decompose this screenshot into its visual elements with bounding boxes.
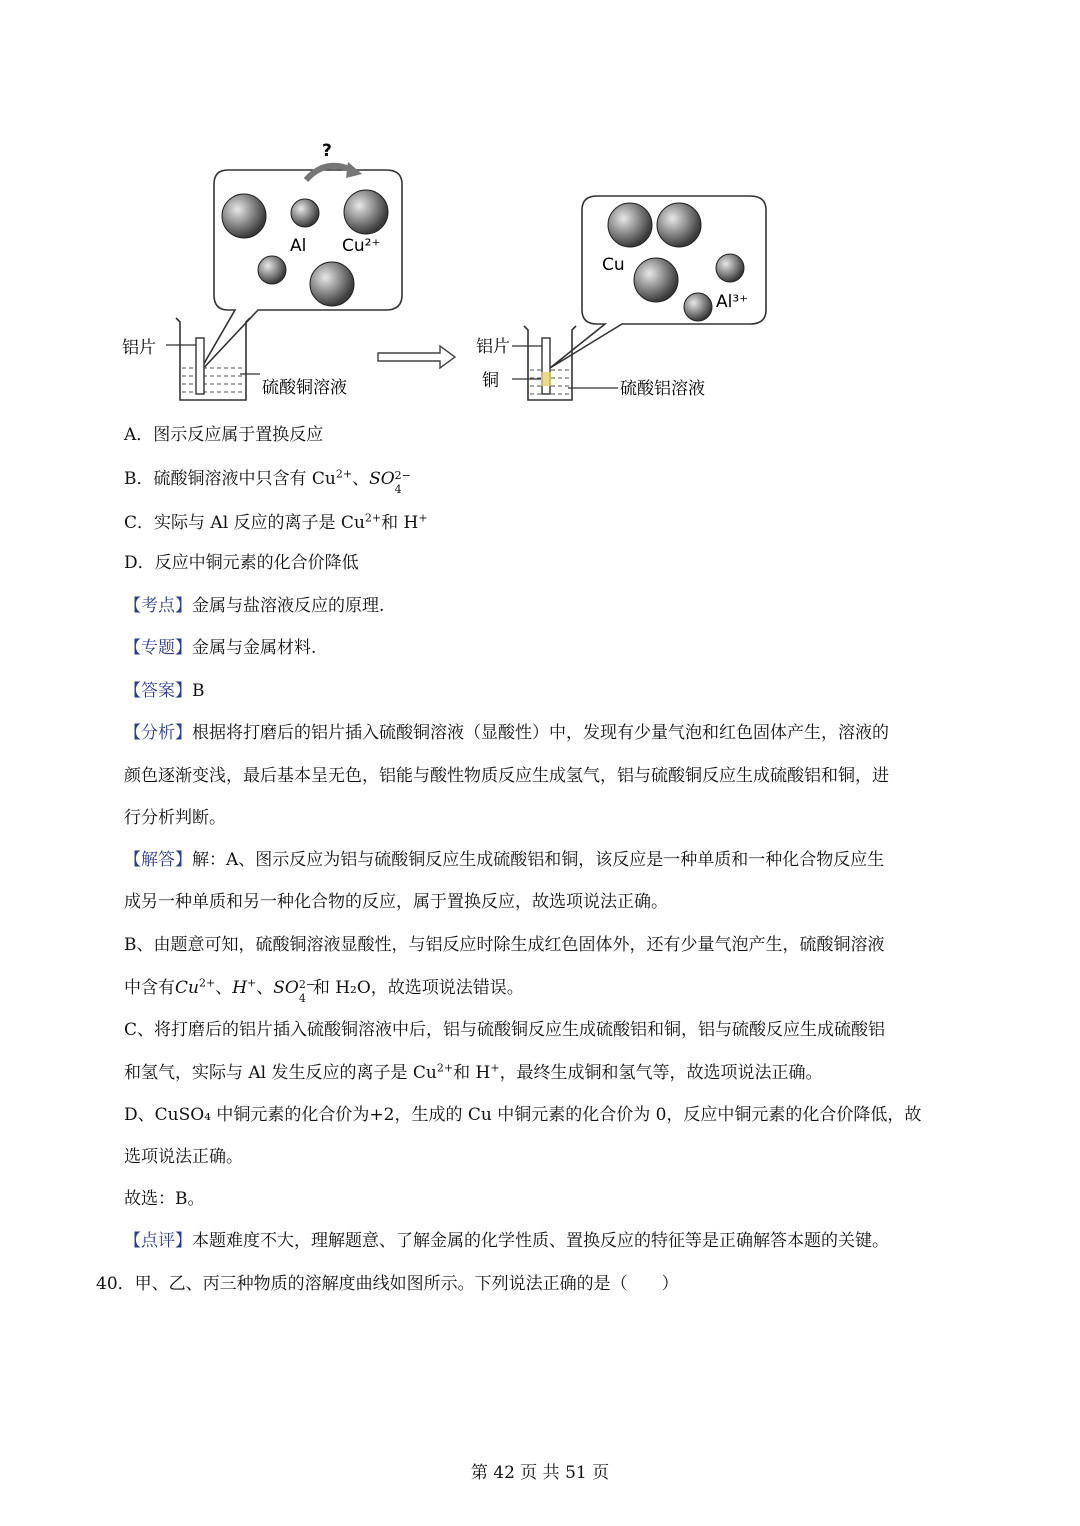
- jieda-text: 解：A、图示反应为铝与硫酸铜反应生成硫酸铝和铜，该反应是一种单质和一种化合物反应生: [192, 850, 885, 870]
- jieda-c-suffix: ，最终生成铜和氢气等，故选项说法正确。: [499, 1063, 823, 1083]
- solution-label: 硫酸铜溶液: [262, 378, 347, 398]
- zhuanti-tag: 【专题】: [124, 638, 192, 658]
- daan-text: B: [192, 681, 205, 701]
- particle-sphere: [222, 194, 266, 238]
- particle-sphere: [716, 254, 744, 282]
- jieda-d-line-2: 选项说法正确。: [124, 1147, 243, 1167]
- copper-label: 铜: [482, 371, 499, 391]
- particle-sphere: [258, 256, 286, 284]
- option-d: D．反应中铜元素的化合价降低: [124, 553, 359, 573]
- dianping-tag: 【点评】: [124, 1231, 192, 1251]
- jieda-c-line-2: 和氢气，实际与 Al 发生反应的离子是 $Cu^{2+}$和 H+，最终生成铜和氢气等，故选项说法正确。: [124, 1061, 823, 1083]
- jieda-b-prefix: 中含有: [124, 978, 175, 998]
- fenxi-line-3: 行分析判断。: [124, 808, 226, 828]
- particle-sphere: [344, 190, 388, 234]
- option-c-text: C．实际与 Al 反应的离子是 Cu: [124, 513, 365, 533]
- dianping-text: 本题难度不大，理解题意、了解金属的化学性质、置换反应的特征等是正确解答本题的关键。: [192, 1231, 889, 1251]
- fenxi-text: 根据将打磨后的铝片插入硫酸铜溶液（显酸性）中，发现有少量气泡和红色固体产生，溶液的: [192, 723, 889, 743]
- zhuanti-text: 金属与金属材料.: [192, 638, 317, 658]
- particle-sphere: [684, 293, 712, 321]
- al-particle-label: Al: [290, 236, 307, 256]
- question-40: 40．甲、乙、丙三种物质的溶解度曲线如图所示。下列说法正确的是（ ）: [96, 1274, 679, 1294]
- option-b: B．硫酸铜溶液中只含有 $Cu^{2+}$、SO 2− 4: [124, 467, 411, 496]
- jieda-b-line-1: B、由题意可知，硫酸铜溶液显酸性，与铝反应时除生成红色固体外，还有少量气泡产生，硫酸铜溶液: [124, 935, 885, 955]
- jieda-line-1: [124, 849, 884, 871]
- left-particle-bubble: [198, 141, 402, 374]
- fenxi-line-2: 颜色逐渐变浅，最后基本呈无色，铝能与酸性物质反应生成氢气，铝与硫酸铜反应生成硫酸铝和铜，进: [124, 766, 889, 786]
- daan-tag: 【答案】: [124, 681, 192, 701]
- jieda-line-2: 成另一种单质和另一种化合物的反应，属于置换反应，故选项说法正确。: [124, 892, 668, 912]
- fenxi-tag: 【分析】: [124, 723, 192, 743]
- jieda-conclusion: 故选：B。: [124, 1189, 205, 1209]
- copper-deposit: [541, 372, 551, 386]
- jieda-b-suffix: 和 H₂O，故选项说法错误。: [312, 978, 524, 998]
- daan-line: [124, 680, 205, 702]
- jieda-d-line-1: D、CuSO₄ 中铜元素的化合价为+2，生成的 Cu 中铜元素的化合价为 0，反应中铜元素的化合价降低，故: [124, 1105, 922, 1125]
- right-particle-bubble: [550, 196, 766, 368]
- particle-sphere: [291, 199, 319, 227]
- aluminum-strip: [196, 338, 204, 394]
- particle-sphere: [608, 203, 652, 247]
- solution-label: 硫酸铝溶液: [620, 379, 705, 399]
- jieda-c-prefix: 和氢气，实际与 Al 发生反应的离子是 Cu: [124, 1063, 437, 1083]
- particle-sphere: [310, 262, 354, 306]
- cu-particle-label: Cu: [602, 255, 625, 275]
- jieda-tag: 【解答】: [124, 850, 192, 870]
- particle-sphere: [634, 258, 678, 302]
- kaodian-tag: 【考点】: [124, 596, 192, 616]
- option-c: C．实际与 Al 反应的离子是 $Cu^{2+}$和 H+: [124, 511, 428, 533]
- cu2-particle-label: Cu²⁺: [342, 236, 381, 256]
- zhuanti-line: [124, 637, 316, 659]
- jieda-c-line-1: C、将打磨后的铝片插入硫酸铜溶液中后，铝与硫酸铜反应生成硫酸铝和铜，铝与硫酸反应生成硫酸铝: [124, 1020, 886, 1040]
- strip-label: 铝片: [476, 337, 510, 357]
- fenxi-line-1: [124, 722, 889, 744]
- reaction-diagram: [110, 130, 810, 420]
- reaction-arrow-icon: [378, 346, 455, 368]
- jieda-b-line-2: 中含有$Cu^{2+}$、H+、SO 2− 4 和 H₂O，故选项说法错误。: [124, 976, 524, 1005]
- strip-label: 铝片: [122, 338, 156, 358]
- option-a: A．图示反应属于置换反应: [124, 425, 324, 445]
- particle-sphere: [657, 203, 701, 247]
- question-mark: ?: [322, 141, 332, 161]
- option-b-text: B．硫酸铜溶液中只含有 Cu: [124, 469, 336, 489]
- kaodian-text: 金属与盐溶液反应的原理.: [192, 596, 385, 616]
- al3-particle-label: Al³⁺: [716, 292, 749, 312]
- page-footer: 第 42 页 共 51 页: [470, 1463, 610, 1483]
- dianping-line: [124, 1230, 889, 1252]
- kaodian-line: [124, 595, 384, 617]
